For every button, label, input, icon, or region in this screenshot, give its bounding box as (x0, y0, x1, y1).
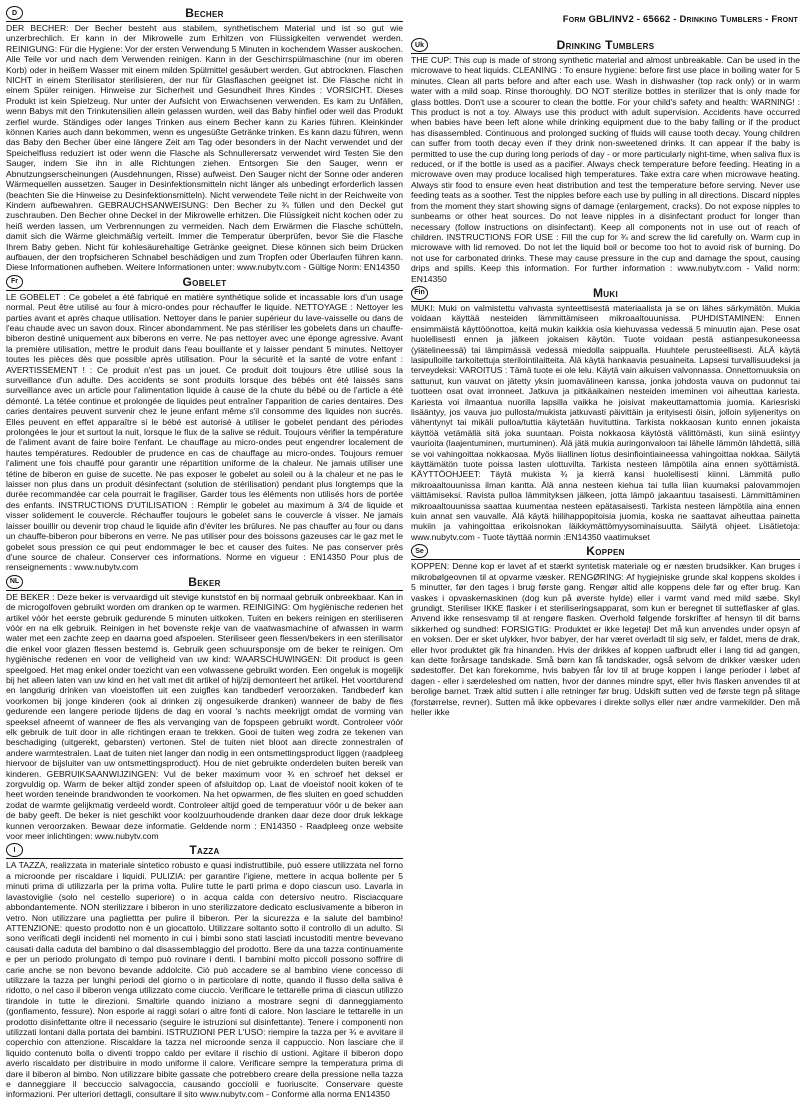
section-divider (411, 559, 800, 560)
section-title-fin: Muki (593, 285, 618, 300)
section-body-se: KOPPEN: Denne kop er lavet af et stærkt syntetisk materiale og er næsten brudsikker. Kan bruges i mikrobølgeovnen til at opvarme væsker. RENGØRING: Af hygiejniske grunde skal koppens skoldes i 5 minutter, før den tages i brug første gang. Rengør altid alle koppens dele før og efter brug. Kan vaskes i opvaskemaskinen (dog kun på øverste hylde) eller i varmt vand med mild sæbe. Skyl grundigt. Steriliser IKKE flasker i et steriliseringsapparat, som kun er beregnet til sutteflasker af glas. Anvend ikke rensesvamp til at rengøre flasken. Overhold følgende forskrifter af hensyn til dit barns sikkerhed og sundhed: FORSIGTIG: Produktet er ikke legetøj! Det må kun anvendes under opsyn af en voksen. Der er sket ulykker, hvor babyer, der har været overladt til sig selv, er faldet, mens de drak, eller hvor produktet gik fra hinanden. Hvis der drikkes af koppen uafbrudt eller i lang tid ad gangen, kan dette forårsage tandskade. Små børn kan få tandskader, også selvom de drikker væsker uden sødestoffer. Det kan forekomme, hvis babyen får lov til at bruge koppen i lange perioder i løbet af dagen - eller i særdeleshed om natten, hvor der dannes mindre spyt, eller hvis flasken anvendes til at berolige barnet. Træk altid sutten i alle retninger før brug. Udskift sutten ved de første tegn på slitage (forstørrelse, revner). Sutten må ikke opbevares i direkte sollys eller nær andre varmekilder. Den må heller ikke (411, 561, 800, 717)
section-it (6, 843, 403, 1099)
language-badge-it: I (6, 843, 23, 857)
section-fr (6, 275, 403, 573)
section-divider (6, 21, 403, 22)
section-title-it: Tazza (189, 843, 220, 858)
section-divider (6, 290, 403, 291)
section-title-de: Becher (185, 6, 224, 20)
language-badge-de: D (6, 6, 23, 20)
section-title-uk: Drinking Tumblers (556, 38, 655, 52)
section-body-fr: LE GOBELET : Ce gobelet a été fabriqué en matière synthétique solide et incassable lors d'un usage normal. Peut être utilisé au four à micro-ondes pour réchauffer le liquide. NETTOYAGE : Nettoyer les parties avant et après chaque utilisation. Nettoyer dans le panier supérieur du lave-vaisselle ou dans de l'eau chaude avec un savon doux. Rincer abondamment. Ne pas stériliser les gobelets dans un chauffe-biberon destiné uniquement aux biberons en verre. Ne pas nettoyer avec une éponge agressive. Avant la première utilisation, mettre le produit dans l'eau bouillante et y laisser pendant 5 minutes. Nettoyer toutes les pièces dès que possible après utilisation. Pour la sécurité et la santé de votre enfant : AVERTISSEMENT ! : Ce produit n'est pas un jouet. Ce produit doit toujours être utilisé sous la surveillance d'un adulte. Des accidents se sont produits lorsque des bébés ont été laissés sans surveillance avec un article pour l'alimentation liquide à cause de la chute du bébé ou de l'article a été démonté. La tétée continue et prolongée de liquides peut entraîner l'apparition de caries dentaires. Des caries dentaires peuvent survenir chez le jeune enfant même s'il consomme des liquides non sucrés. Elles peuvent en effet apparaître si le bébé est autorisé à utiliser le gobelet pendant des périodes prolongées le jour et surtout la nuit, lorsque le flux de la salive se réduit. Toujours vérifier la température de l'aliment avant de faire boire l'enfant. Le chauffage au micro-ondes peut engendrer localement de hautes températures. Redoubler de prudence en cas de chauffage au micro-ondes. Toujours remuer l'aliment une fois chauffé pour garantir une répartition uniforme de la chaleur. Ne jamais utiliser une tétine de biberon en guise de sucette. Ne pas exposer le gobelet au soleil ou à la chaleur et ne pas le laisser non plus dans un produit désinfectant (solution de stérilisation) pendant plus longtemps que la durée recommandée car cela pourrait le fragiliser. Garder tous les éléments non utilisés hors de portée des enfants. INSTRUCTIONS D'UTILISATION : Remplir le gobelet au maximum à 3/4 de liquide et visser solidement le couvercle. Réchauffer toujours le gobelet sans le couvercle à visser. Ne jamais laisser bouillir ou devenir trop chaud le liquide afin d'éviter les brûlures. Ne pas chauffer au four ou dans un chauffe-biberon pour biberons en verre. Ne pas utiliser pour des boissons gazeuses car le gaz met le gobelet sous pression ce qui peut endommager le bec et causer des fuites. Ne pas conserver près d'une source de chaleur. Conserver ces informations. Norme en vigueur : EN14350 Pour plus de renseignements : www.nubytv.com (6, 291, 403, 573)
language-badge-fr: Fr (6, 275, 23, 289)
section-nl (6, 575, 403, 842)
section-de (6, 6, 403, 273)
section-title-se: Koppen (586, 544, 625, 559)
section-divider (6, 590, 403, 591)
section-title-nl: Beker (188, 574, 221, 589)
section-divider (6, 858, 403, 859)
section-title-fr: Gobelet (182, 274, 227, 289)
language-badge-fin: Fin (411, 286, 428, 300)
form-header: Form GBL/INV2 - 65662 - Drinking Tumblers - Front (562, 14, 798, 25)
language-badge-nl: NL (6, 575, 23, 589)
section-divider (411, 53, 800, 54)
section-fin (411, 286, 800, 542)
section-divider (411, 301, 800, 302)
section-body-nl: DE BEKER : Deze beker is vervaardigd uit stevige kunststof en bij normaal gebruik onbreekbaar. Kan in de microgolfoven gebruikt worden om dranken op te warmen. REINIGING: Om hygiënische redenen het artikel vóór het eerste gebruik gedurende 5 minuten uitkoken. Tuiten en bekers reinigen en steriliseren vóór en na elk gebruik. Reinigen in het bovenste rekje van de vaatwasmachine of afwassen in warm water met een zachte zeep en daarna goed afspoelen. Steriliseer geen flessen/bekers in een sterilisator die enkel voor glazen flessen bestemd is. Gebruik geen schuursponsje om de beker te reinigen. Om hygiënische redenen en voor de veiligheid van uw kind: WAARSCHUWINGEN: Dit product is geen speelgoed. Het mag enkel onder toezicht van een volwassene gebruikt worden. Een ongeluk is mogelijk bij het alleen laten van uw kind en het valt met dit artikel of hij/zij demonteert het artikel. Het voortdurend en langdurig drinken van vloeistoffen uit een zuigfles kan tandbederf veroorzaken. Tandbederf kan voorkomen bij jonge kinderen (ook al drinken zij ongesuikerde dranken) wanneer de baby de fles gedurende een langere periode tijdens de dag en vooral 's nachts meekrijgt omdat de vorming van speeksel afneemt of wanneer de fles als vervanging van de fopspeen gebruikt wordt. Controleer vóór elk gebruik de tuit door in alle richtingen eraan te trekken. Gooi de tuiten weg zodra ze tekenen van beschadiging (uitgerekt, gebarsten) vertonen. Stel de tuiten niet bloot aan directe zonnestralen of andere warmtestralen. Laat de tuiten niet langer dan nodig in een ontsmettingsproduct liggen (raadpleeg hiervoor de bijsluiter van uw ontsmettingsproduct). Hou de niet gebruikte onderdelen buiten bereik van kinderen. GEBRUIKSAANWIJZINGEN: Vul de beker maximum voor ¾ en schroef het deksel er zorgvuldig op. Warm de beker altijd zonder speen of afsluitdop op. Laat de vloeistof nooit koken of te heet worden teneinde brandwonden te voorkomen. Na het opwarmen, de fles sluiten en goed schudden zodat de warmte gelijkmatig verdeeld wordt. Controleer altijd goed de temperatuur vóór u de beker aan de baby geeft. De beker is niet geschikt voor koolzuurhoudende dranken daar deze door druk lekkage kunnen veroorzaken. Bewaar deze informatie. Geldende norm : EN14350 - Raadpleeg onze website voor meer inlichtingen: www.nubytv.com (6, 591, 404, 842)
language-badge-uk: Uk (411, 38, 428, 52)
language-badge-se: Se (411, 544, 428, 558)
section-body-fin: MUKI: Muki on valmistettu vahvasta synteettisestä materiaalista ja se on lähes särkymätön. Mukia voidaan käyttää nesteiden lämmittämiseen mikroaaltouunissa. PUHDISTAMINEN: Ennen ensimmäistä käyttöönottoa, keitä mukin kaikkia osia kiehuvassa vedessä 5 minuutin ajan. Pese osat huolellisesti ennen ja jälkeen jokaisen käytön. Tuote voidaan pestä astianpesukoneessa (ylätelineessä) tai lämpimässä vedessä miedolla saippualla. Huuhtele perusteellisesti. ÄLÄ käytä lasipulloille tarkoitettuja sterilointilaitteita. Älä käytä hankaavia pesuaineita. Lapsesi turvallisuudeksi ja terveydeksi: VAROITUS : Tämä tuote ei ole lelu. Käytä vain aikuisen valvonnassa. Onnettomuuksia on sattunut, kun vauvat on jätetty yksin juomavälineen kanssa, jonka johdosta vauva on pudonnut tai tuotteen osat ovat irronneet. Jatkuva ja pitkäaikainen nesteiden imeminen voi aiheuttaa kariesta. Kariesta voi ilmaantua nuorilla lapsilla vaikka he joisivat makeuttamattomia juomia. Kariesriski lisääntyy, jos vauva juo pullosta/mukista jatkuvasti päivittäin ja erityisesti öisin, jolloin syljeneritys on vähentynyt tai mikäli pulloa/tuttia käytetään huvituttina. Tarkista nokkaosan kunto ennen jokaista käyttöä vetämällä sitä joka suuntaan. Poista nokkaosa käytöstä välittömästi, kun siinä esiintyy vaurioita (laajentuminen, murtuminen). Älä jätä mukia auringonvaloon tai lähelle lämmön lähdettä, sillä se voi vahingoittaa nokkaosaa. Myös liiallinen liotus desinfiointiaineessa vahingoittaa nokkaa. Säilytä käyttämätön tuote poissa lasten ulottuvilta. Tarkista nesteen lämpötila aina ennen syöttämistä. KÄYTTÖOHJEET: Täytä mukista ¾ ja kierrä kansi huolellisesti kiinni. Lämmitä pullo mikroaaltouunissa ilman kantta. Älä anna nesteen kiehua tai tulla liian kuumaksi palovammojen välttämiseksi. Ravista pulloa lämmityksen jälkeen, jotta lämpö jakaantuu tasaisesti. Lämmittäminen mikroaaltouunissa saattaa kuumentaa nesteen epätasaisesti. Tarkista nesteen lämpötila aina ennen kuin annat sen vauvalle. Älä käytä hiilihappopitoisia juomia, koska ne saattavat aiheuttaa painetta mukiin ja vahingoittaa erikoisnokan läikkymättömyysominaisuutta. Säilytä ohjeet. Lisätietoja: www.nubytv.com - Tuote täyttää normin :EN14350 vaatimukset (411, 302, 800, 542)
section-body-uk: THE CUP: This cup is made of strong synthetic material and almost unbreakable. Can be used in the microwave to heat liquids. CLEANING : To ensure hygiene: before first use place in boiling water for 5 minutes. Clean all parts before and after each use. Wash in dishwasher (top rack only) or in warm water with a mild soap. Rinse thoroughly. DO NOT sterilize bottles in sterilizer that is only made for glass bottles. Don't use a scourer to clean the bottle. For your child's safety and health: WARNING! : This product is not a toy. Always use this product with adult supervision. Accidents have occurred when babies have been left alone while drinking equipment due to the baby falling or if the product has disassembled. Continuous and prolonged sucking of fluids will cause tooth decay. Young children can suffer from tooth decay even if they drink non-sweetened drinks. It can appear if the baby is permitted to use the cup during long periods of day - or more particularly night-time, when saliva flux is reduced, or if the bottle is used as a pacifier. Always check temperature before feeding. Heating in a microwave oven may produce localised high temperatures. Take extra care when microwave heating. Always stir food to ensure even heat distribution and test the temperature before serving. Never use feeding teats as a soother. Test the nipples before each use by pulling in all directions. Discard nipples from the moment they start showing signs of damage (enlargement, cracks). Do not expose nipples to sunbeams or other heat sources. Do not leave nipples in a disinfectant product for longer than necessary (follow instructions on disinfectant). Keep all components not in use out of reach of children. INSTRUCTIONS FOR USE : Fill the cup for ¾ and screw the lid carefully on. Warm cup in microwave with lid removed. Do not let the liquid boil or become too hot to avoid risk of burning. Do not use for carbonated drinks. These may cause pressure in the cup and damage the spout, causing drips and spills. Keep this information. For further information : www.nubytv.com - Valid norm: EN14350 (411, 55, 800, 284)
section-body-it: LA TAZZA, realizzata in materiale sintetico robusto e quasi indistruttibile, può essere utilizzata nel forno a microonde per riscaldare i liquidi. PULIZIA: per garantire l'igiene, mettere in acqua bollente per 5 minuti prima di utilizzarla per la prima volta. Pulire tutte le parti prima e dopo ciascun uso. Lavarla in lavastoviglie (solo nel cestello superiore) o in acqua calda con detersivo neutro. Risciacquare abbondantemente. NON sterilizzare i biberon in uno sterilizzatore dedicato esclusivamente a biberon in vetro. Non utilizzare una pagliettta per pulire il biberon. Per la sicurezza e la salute del bambino! ATTENZIONE: questo prodotto non è un giocattolo. Utilizzare soltanto sotto il controllo di un adulto. Si sono verificati degli incidenti nel momento in cui i bimbi sono stati lasciati incustoditi mentre bevevano causati dalla caduta del bambino o dal disassemblaggio del prodotto. Bere da una tazza continuamente e per un periodo prolungato di tempo può rovinare i denti. I bambini molto piccoli possono soffrire di carie anche se non bevono bevande addolcite. Ciò può accadere se al bambino viene concesso di utilizzare la tazza per lunghi periodi del giorno o in particolare di notte, quando il flusso della saliva è ridotto, o nel caso il biberon venga utilizzato come ciuccio. Verificare le tettarelle prima di ciascun utilizzo tirandole in tutte le direzioni. Smaltirle quando iniziano a mostrare segni di danneggiamento (gonfiamento, fessure). Non esporle ai raggi solari o altre fonti di calore. Non lasciare le tettarelle in un prodotto disinfettante oltre il necessario (seguire le istruzioni sul disinfettante). Tenere i componenti non utilizzati lontani dalla portata dei bambini. ISTRUZIONI PER L'USO: riempire la tazza per ¾ e avvitare il coperchio con attenzione. Riscaldare la tazza nel microonde senza il cappuccio. Non lasciare che il liquido contenuto bolla o diventi troppo caldo per evitare il rischio di ustioni. Agitare il biberon dopo averlo riscaldato per distribuire in modo uniforme il calore. Verificare sempre la temperatura prima di dare il biberon al bimbo. Non utilizzare bibite gassate che potrebbero creare della pressione nella tazza e danneggiare il beccuccio salvagoccia, causando gocciolii e fuoriuscite. Conservare queste informazioni. Per ulteriori dettagli, consultare il sito www.nubytv.com - Conforme alla norma EN14350 (6, 860, 403, 1100)
section-body-de: DER BECHER: Der Becher besteht aus stabilem, synthetischem Material und ist so gut wie unzerbrechlich. Er kann in der Mikrowelle zum Erhitzen von Flüssigkeiten verwendet werden. REINIGUNG: Für die Hygiene: Vor der ersten Verwendung 5 Minuten in kochendem Wasser auskochen. Alle Teile vor und nach dem Verwenden reinigen. Kann in der Geschirrspülmaschine (nur im oberen Korb) oder in heißem Wasser mit einem milden Spülmittel gesäubert werden. Gut abtrocknen. Flaschen NICHT in einem Sterilisator sterilisieren, der nur für Glasflaschen geeignet ist. Die Flasche nicht in einem Spüler reinigen. Hinweise zur Sicherheit und Gesundheit Ihres Kindes : VORSICHT. Dieses Produkt ist kein Spielzeug. Nur unter der Aufsicht von Erwachsenen verwenden. Es kam zu Unfällen, wenn Babys mit den Trinkutensilien allein gelassen wurden, weil das Baby hinfiel oder weil das Produkt zerfiel wurde. Ständiges oder langes Trinken aus einem Becher kann zu Karies führen. Kleinkinder können Karies auch dann bekommen, wenn es ungesüßte Getränke trinken. Es kann dazu führen, wenn das Baby den Becher über eine längere Zeit am Tag oder besonders in der Nacht verwendet und der Speichelfluss reduziert ist oder wenn die Flasche als Schnullerersatz verwendet wird Testen Sie den Sauger, indem Sie ihn in alle Richtungen ziehen. Entsorgen Sie den Sauger, wenn er Abnutzungserscheinungen (Ausdehnungen, Risse) aufweist. Den Sauger nicht der Sonne oder anderen Wärmequellen aussetzen. Sauger in Desinfektionsmitteln nicht länger als unbedingt erforderlich lassen (beachten Sie die Hinweise zu Desinfektionsmitteln). Nicht verwendete Teile nicht in der Reichweite von Kindern aufbewahren. GEBRAUCHSANWEISUNG: Den Becher zu ¾ füllen und den Deckel gut zuschrauben. Den Becher ohne Deckel in der Mikrowelle erhitzen. Die Flüssigkeit nicht kochen oder zu heiß werden lassen, um Verbrennungen zu vermeiden. Nach dem Erwärmen die Flasche schütteln, damit sich die Wärme gleichmäßig verteilt. Immer die Temperatur überprüfen, bevor Sie die Flasche Ihrem Baby geben. Nicht für kohlesäurehaltige Getränke geeignet. Diese können sich beim Drücken aufbauen, der den tropfsicheren Schnabel beschädigen und zum Tropfen oder Überlaufen führen kann. Diese Informationen aufheben. Weitere Informationen unter: www.nubytv.com - Gültige Norm: EN14350 (6, 23, 403, 273)
right-column (411, 5, 800, 902)
section-se (411, 544, 800, 717)
section-uk (411, 38, 800, 284)
left-column (6, 5, 404, 1100)
